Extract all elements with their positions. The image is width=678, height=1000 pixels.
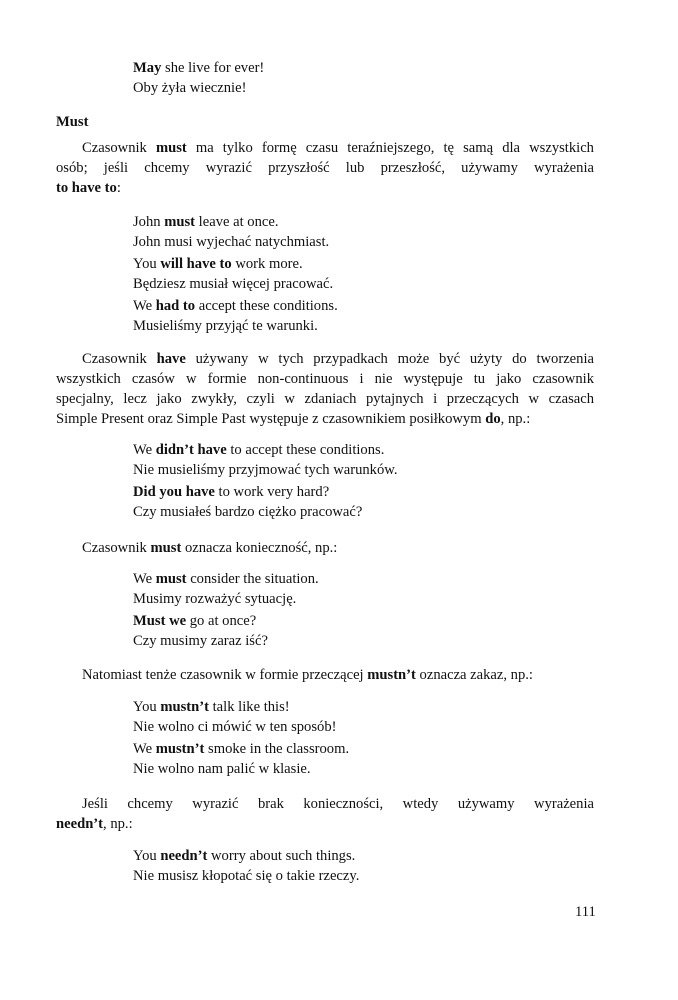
paragraph-must-forms	[56, 138, 594, 198]
page-number: 111	[575, 904, 596, 920]
paragraph-line: specjalny, lecz jako zwykły, czyli w zdaniach pytajnych i przeczących w czasach	[56, 391, 594, 407]
example-line-en: We mustn’t smoke in the classroom.	[133, 741, 350, 757]
paragraph-line: to have to:	[56, 180, 121, 196]
paragraph-line: Czasownik must ma tylko formę czasu teraźniejszego, tę samą dla wszystkich	[82, 140, 594, 156]
example-group-neednt	[133, 846, 359, 886]
paragraph-line: needn’t, np.:	[56, 816, 133, 832]
paragraph-have-usage	[56, 349, 594, 429]
example-group-didnt-have	[133, 440, 398, 522]
paragraph-line: Czasownik have używany w tych przypadkach może być użyty do tworzenia	[82, 351, 594, 367]
example-line-en: You will have to work more.	[133, 256, 303, 272]
example-line-pl: Czy musiałeś bardzo ciężko pracować?	[133, 504, 363, 520]
paragraph-line: wszystkich czasów w formie non-continuous i nie występuje tu jako czasownik	[56, 371, 594, 387]
example-line-pl: Musimy rozważyć sytuację.	[133, 591, 297, 607]
example-line-en: May she live for ever!	[133, 60, 265, 76]
example-line-pl: Nie musieliśmy przyjmować tych warunków.	[133, 462, 398, 478]
example-line-pl: John musi wyjechać natychmiast.	[133, 234, 330, 250]
example-group-must	[133, 569, 319, 651]
example-line-en: We didn’t have to accept these conditions.	[133, 442, 385, 458]
example-may	[133, 58, 264, 98]
example-line-pl: Nie wolno nam palić w klasie.	[133, 761, 311, 777]
example-line-pl: Nie musisz kłopotać się o takie rzeczy.	[133, 868, 360, 884]
example-line-pl: Nie wolno ci mówić w ten sposób!	[133, 719, 337, 735]
paragraph-mustnt-prohibition: Natomiast tenże czasownik w formie przeczącej mustn’t oznacza zakaz, np.:	[82, 667, 533, 683]
example-line-en: We had to accept these conditions.	[133, 298, 338, 314]
example-line-en: You needn’t worry about such things.	[133, 848, 356, 864]
example-group-have-to	[133, 212, 338, 336]
example-line-pl: Czy musimy zaraz iść?	[133, 633, 268, 649]
example-line-en: You mustn’t talk like this!	[133, 699, 290, 715]
paragraph-line: Jeśli chcemy wyrazić brak konieczności, wtedy używamy wyrażenia	[82, 796, 594, 812]
example-line-en: John must leave at once.	[133, 214, 279, 230]
paragraph-line: osób; jeśli chcemy wyrazić przyszłość lub przeszłość, używamy wyrażenia	[56, 160, 594, 176]
example-line-en: Must we go at once?	[133, 613, 257, 629]
example-line-pl: Będziesz musiał więcej pracować.	[133, 276, 334, 292]
paragraph-must-necessity: Czasownik must oznacza konieczność, np.:	[82, 540, 338, 556]
example-line-pl: Oby żyła wiecznie!	[133, 80, 247, 96]
paragraph-neednt	[56, 794, 594, 834]
section-heading-must: Must	[56, 114, 89, 130]
example-group-mustnt	[133, 697, 349, 779]
example-line-en: Did you have to work very hard?	[133, 484, 330, 500]
paragraph-line: Simple Present oraz Simple Past występuje z czasownikiem posiłkowym do, np.:	[56, 411, 531, 427]
example-line-pl: Musieliśmy przyjąć te warunki.	[133, 318, 318, 334]
example-line-en: We must consider the situation.	[133, 571, 319, 587]
